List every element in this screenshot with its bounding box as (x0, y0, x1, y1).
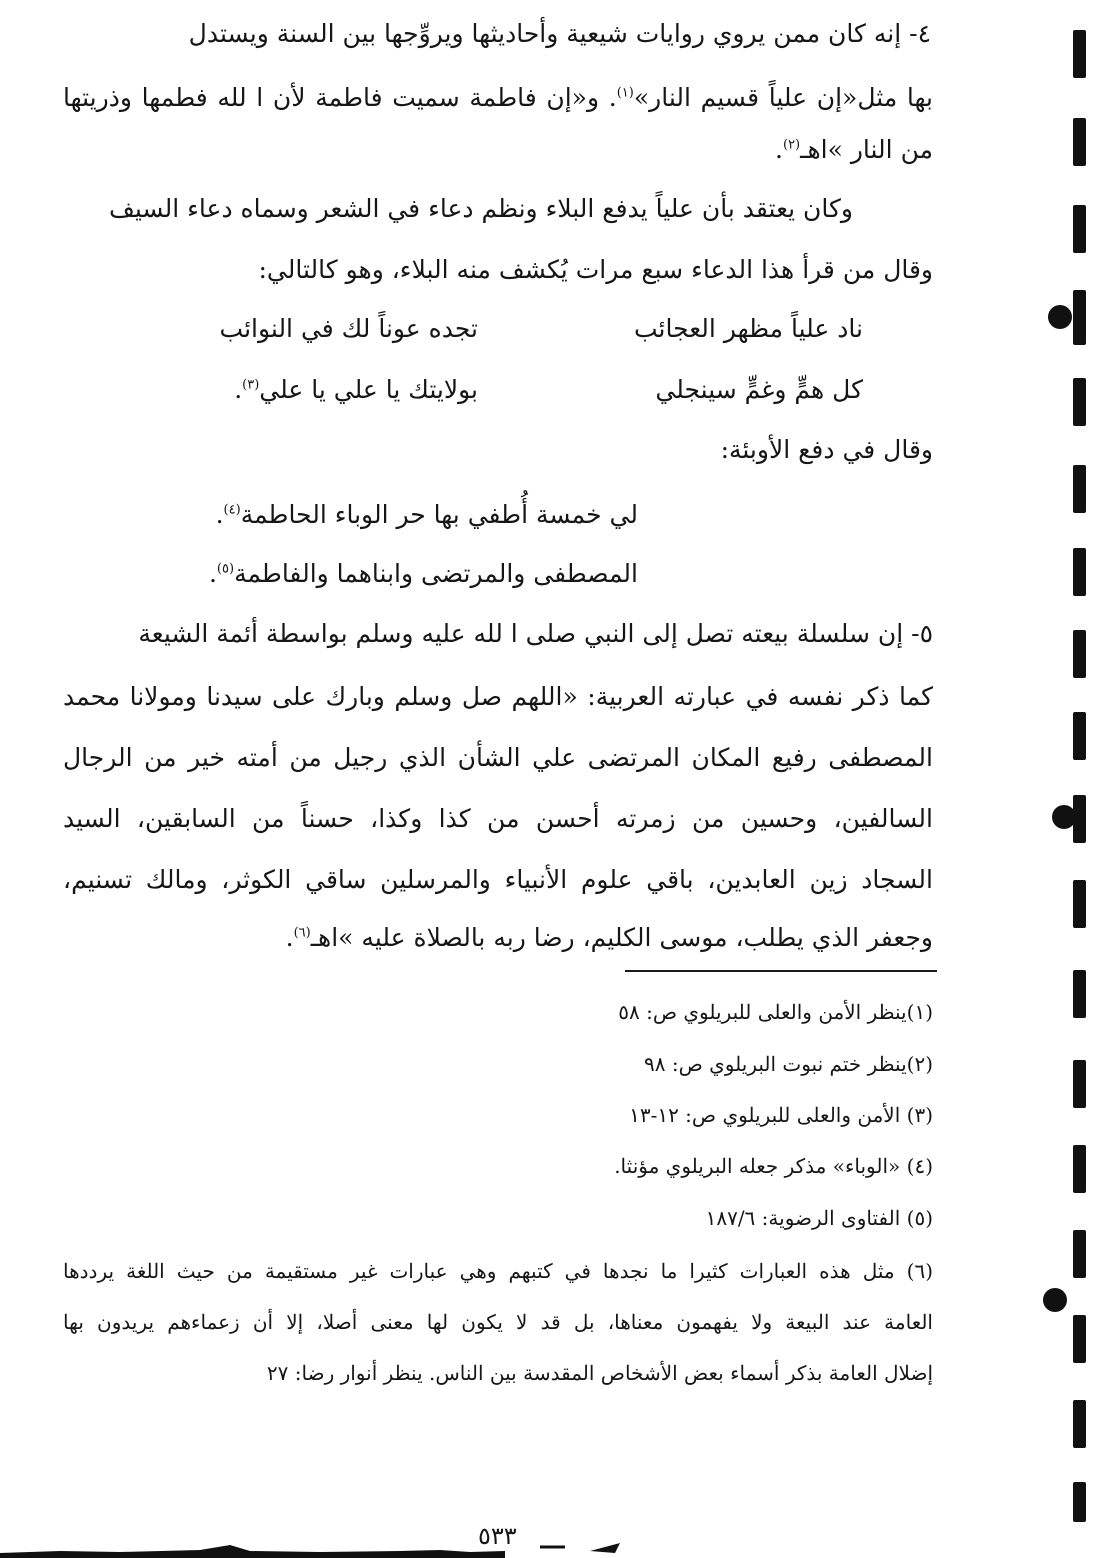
binding-mark (1073, 1400, 1086, 1448)
binding-mark (1073, 1060, 1086, 1108)
footnote-ref: (٢) (782, 137, 801, 153)
footnote: (٤) «الوباء» مذكر جعله البريلوي مؤنثا. (614, 1154, 933, 1178)
binding-mark (1073, 548, 1086, 596)
footnote: (٦) مثل هذه العبارات كثيرا ما نجدها في كتبهم وهي عبارات غير مستقيمة من حيث اللغة يرددها (63, 1259, 933, 1283)
binding-mark (1073, 1230, 1086, 1278)
footnote-ref: (٥) (216, 561, 235, 577)
binding-mark (1073, 630, 1086, 678)
footnote-ref: (١) (616, 85, 634, 101)
verse-line: لي خمسة أُطفي بها حر الوباء الحاطمة$^{(٤)}$. (215, 500, 638, 529)
page-number: ٥٣٣ (478, 1522, 517, 1550)
footnote: إضلال العامة بذكر أسماء بعض الأشخاص المقدسة بين الناس. ينظر أنوار رضا: ٢٧ (266, 1361, 933, 1385)
body-line: وقال في دفع الأوبئة: (720, 435, 933, 464)
body-line: كما ذكر نفسه في عبارته العربية: «اللهم صل وسلم وبارك على سيدنا ومولانا محمد (63, 682, 933, 711)
binding-mark (1073, 118, 1086, 166)
binding-mark (1073, 1315, 1086, 1363)
footnote-separator (625, 970, 937, 972)
binding-mark (1073, 880, 1086, 928)
binding-mark (1073, 290, 1086, 345)
punch-hole (1043, 1288, 1067, 1312)
body-line: من النار »اهـ$^{(٢)}$. (775, 135, 933, 164)
body-line: السالفين، وحسين من زمرته أحسن من كذا وكذا، حسناً من السابقين، السيد (63, 804, 933, 833)
verse-line: المصطفى والمرتضى وابناهما والفاطمة$^{(٥)}$. (208, 559, 638, 588)
footnote-ref: (٦) (293, 925, 311, 941)
footnote-ref: (٣) (242, 377, 260, 393)
binding-mark (1073, 205, 1086, 253)
body-line: وكان يعتقد بأن علياً يدفع البلاء ونظم دعاء في الشعر وسماه دعاء السيف (108, 194, 853, 223)
body-line: وقال من قرأ هذا الدعاء سبع مرات يُكشف منه البلاء، وهو كالتالي: (258, 255, 933, 284)
verse-right: كل همٍّ وغمٍّ سينجلي (655, 375, 863, 404)
footnote: العامة عند البيعة ولا يفهمون معناها، بل قد لا يكون لها معنى أصلا، إلا أن زعماءهم يريدون بها (63, 1310, 933, 1334)
binding-mark (1073, 30, 1086, 78)
footnote-ref: (٤) (223, 502, 241, 518)
verse-left: بولايتك يا علي يا علي$^{(٣)}$. (234, 375, 478, 404)
body-line: المصطفى رفيع المكان المرتضى علي الشأن الذي رجيل من أمته خير من الرجال (63, 743, 933, 772)
body-line: السجاد زين العابدين، باقي علوم الأنبياء والمرسلين ساقي الكوثر، ومالك تسنيم، (63, 865, 933, 894)
binding-mark (1073, 970, 1086, 1018)
footnote: (١)ينظر الأمن والعلى للبريلوي ص: ٥٨ (618, 1000, 933, 1024)
scan-edge-artifact (0, 1525, 1093, 1558)
body-line: بها مثل«إن علياً قسيم النار»$^{(١)}$. و«إن فاطمة سميت فاطمة لأن ا لله فطمها وذريتها (63, 83, 933, 112)
binding-mark (1073, 1145, 1086, 1193)
verse-right: ناد علياً مظهر العجائب (633, 314, 863, 343)
footnote: (٥) الفتاوى الرضوية: ١٨٧/٦ (705, 1206, 933, 1230)
binding-mark (1073, 712, 1086, 760)
binding-mark (1073, 378, 1086, 426)
binding-mark (1073, 1482, 1086, 1522)
punch-hole (1052, 805, 1076, 829)
footnote: (٣) الأمن والعلى للبريلوي ص: ١٢-١٣ (629, 1103, 933, 1127)
footnote: (٢)ينظر ختم نبوت البريلوي ص: ٩٨ (644, 1052, 933, 1076)
binding-mark (1073, 465, 1086, 513)
body-line: ٤- إنه كان ممن يروي روايات شيعية وأحاديثها ويروِّجها بين السنة ويستدل (188, 19, 931, 48)
verse-left: تجده عوناً لك في النوائب (219, 314, 478, 343)
punch-hole (1048, 305, 1072, 329)
body-line: ٥- إن سلسلة بيعته تصل إلى النبي صلى ا لله عليه وسلم بواسطة أئمة الشيعة (138, 619, 933, 648)
body-line: وجعفر الذي يطلب، موسى الكليم، رضا ربه بالصلاة عليه »اهـ$^{(٦)}$. (285, 923, 933, 952)
